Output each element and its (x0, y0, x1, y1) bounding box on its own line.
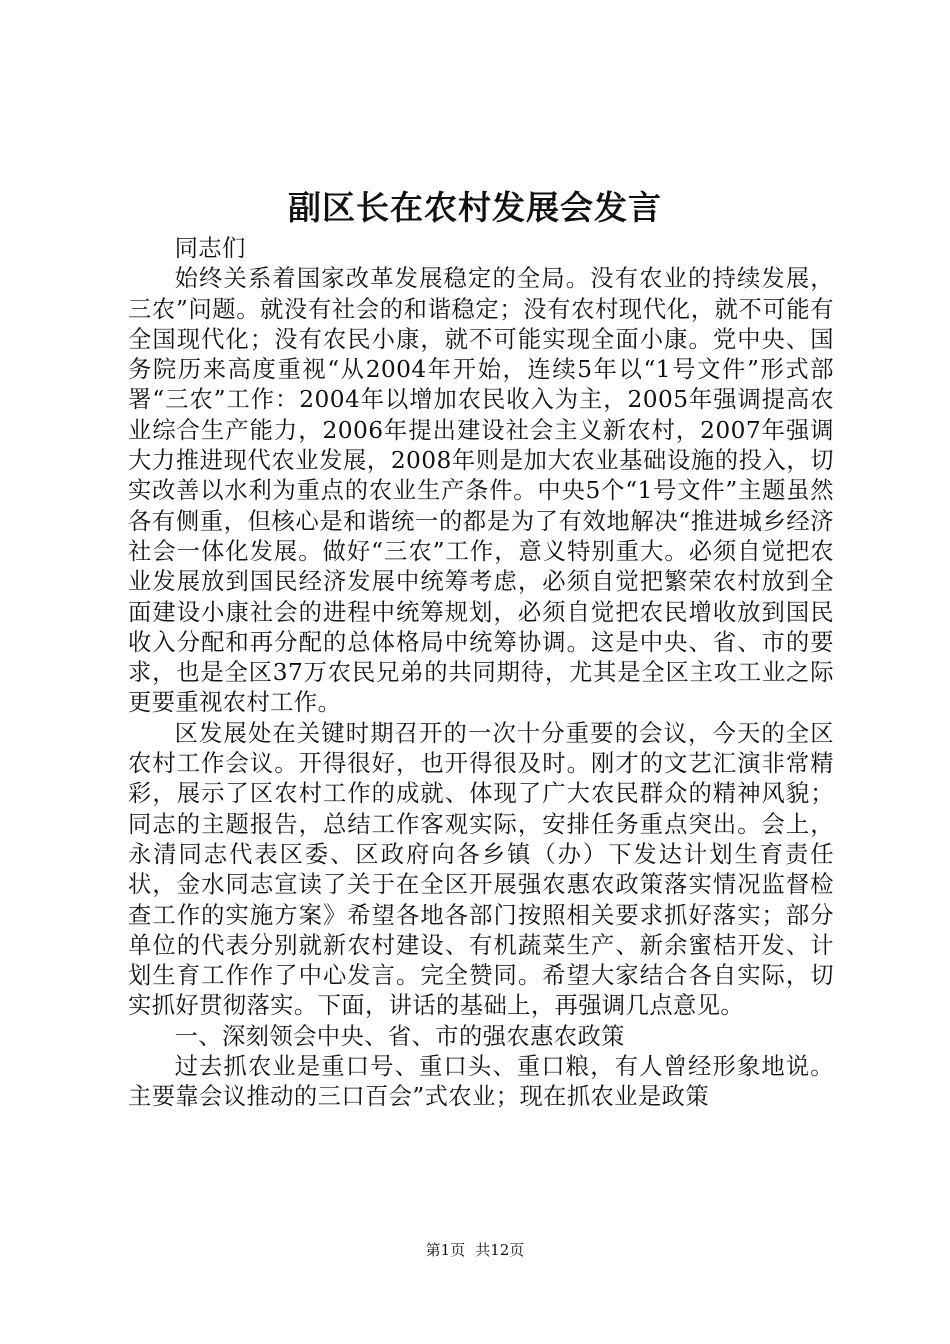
salutation-paragraph: 同志们 (174, 235, 246, 262)
page-number: 第1页 (425, 1241, 466, 1259)
page-footer (0, 1240, 950, 1260)
document-title: 副区长在农村发展会发言 (288, 188, 662, 227)
document-body (128, 234, 834, 1113)
body-paragraph: 过去抓农业是重口号、重口头、重口粮，有人曾经形象地说。主要靠会议推动的三口百会”式农业；现在抓农业是政策 (128, 1053, 834, 1111)
section-heading: 一、深刻领会中央、省、市的强农惠农政策 (174, 1022, 625, 1050)
page-total: 共12页 (475, 1241, 525, 1259)
body-paragraph: 始终关系着国家改革发展稳定的全局。没有农业的持续发展，三农”问题。就没有社会的和谐稳定；没有农村现代化，就不可能有全国现代化；没有农民小康，就不可能实现全面小康。党中央、国务院历来高度重视“从2004年开始，连续5年以“1号文件”形式部署“三农”工作：2004年以增加农民收入为主，2005年强调提高农业综合生产能力，2006年提出建设社会主义新农村，2007年强调大力推进现代农业发展，2008年则是加大农业基础设施的投入，切实改善以水利为重点的农业生产条件。中央5个“1号文件”主题虽然各有侧重，但核心是和谐统一的都是为了有效地解决“推进城乡经济社会一体化发展。做好“三农”工作，意义特别重大。必须自觉把农业发展放到国民经济发展中统筹考虑，必须自觉把繁荣农村放到全面建设小康社会的进程中统筹规划，必须自觉把农民增收放到国民收入分配和再分配的总体格局中统筹协调。这是中央、省、市的要求，也是全区37万农民兄弟的共同期待，尤其是全区主攻工业之际更要重视农村工作。 (128, 265, 834, 717)
body-paragraph: 区发展处在关键时期召开的一次十分重要的会议，今天的全区农村工作会议。开得很好，也开得很及时。刚才的文艺汇演非常精彩，展示了区农村工作的成就、体现了广大农民群众的精神风貌；同志的主题报告，总结工作客观实际，安排任务重点突出。会上，永清同志代表区委、区政府向各乡镇（办）下发达计划生育责任状，金水同志宣读了关于在全区开展强农惠农政策落实情况监督检查工作的实施方案》希望各地各部门按照相关要求抓好落实；部分单位的代表分别就新农村建设、有机蔬菜生产、新余蜜桔开发、计划生育工作作了中心发言。完全赞同。希望大家结合各自实际，切实抓好贯彻落实。下面，讲话的基础上，再强调几点意见。 (128, 719, 834, 1020)
